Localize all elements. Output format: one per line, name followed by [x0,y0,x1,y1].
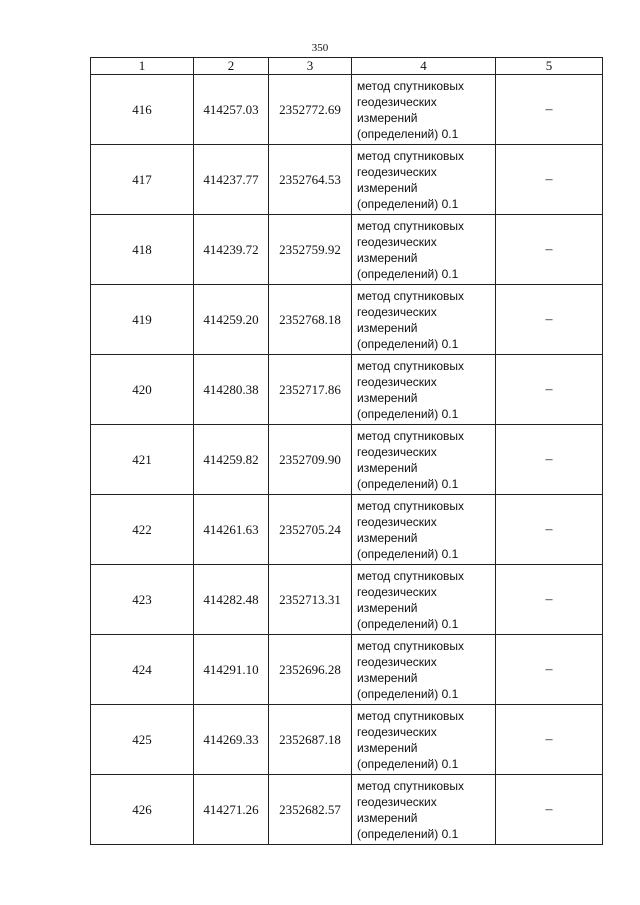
note-cell: – [496,705,603,775]
table-row [91,75,603,145]
method-cell: метод спутниковых геодезических измерений (определений) 0.1 [352,145,496,215]
y-coordinate-cell: 2352696.28 [269,635,352,705]
method-cell: метод спутниковых геодезических измерений (определений) 0.1 [352,495,496,565]
header-col-4: 4 [352,58,496,75]
table-row [91,705,603,775]
table-body [91,75,603,845]
page-number: 350 [311,42,329,54]
point-number-cell: 424 [91,635,194,705]
table-row [91,145,603,215]
table-row [91,355,603,425]
method-cell: метод спутниковых геодезических измерений (определений) 0.1 [352,705,496,775]
y-coordinate-cell: 2352772.69 [269,75,352,145]
point-number-cell: 418 [91,215,194,285]
x-coordinate-cell: 414257.03 [194,75,269,145]
point-number-cell: 423 [91,565,194,635]
note-cell: – [496,425,603,495]
y-coordinate-cell: 2352709.90 [269,425,352,495]
table-row [91,215,603,285]
method-cell: метод спутниковых геодезических измерений (определений) 0.1 [352,355,496,425]
note-cell: – [496,565,603,635]
table-row [91,425,603,495]
point-number-cell: 421 [91,425,194,495]
note-cell: – [496,215,603,285]
method-cell: метод спутниковых геодезических измерений (определений) 0.1 [352,75,496,145]
table-row [91,495,603,565]
y-coordinate-cell: 2352764.53 [269,145,352,215]
y-coordinate-cell: 2352682.57 [269,775,352,845]
point-number-cell: 416 [91,75,194,145]
point-number-cell: 419 [91,285,194,355]
y-coordinate-cell: 2352713.31 [269,565,352,635]
note-cell: – [496,495,603,565]
table-row [91,635,603,705]
x-coordinate-cell: 414282.48 [194,565,269,635]
x-coordinate-cell: 414259.20 [194,285,269,355]
y-coordinate-cell: 2352705.24 [269,495,352,565]
x-coordinate-cell: 414239.72 [194,215,269,285]
x-coordinate-cell: 414261.63 [194,495,269,565]
method-cell: метод спутниковых геодезических измерений (определений) 0.1 [352,775,496,845]
method-cell: метод спутниковых геодезических измерений (определений) 0.1 [352,425,496,495]
note-cell: – [496,355,603,425]
x-coordinate-cell: 414291.10 [194,635,269,705]
method-cell: метод спутниковых геодезических измерений (определений) 0.1 [352,635,496,705]
note-cell: – [496,285,603,355]
header-col-2: 2 [194,58,269,75]
y-coordinate-cell: 2352687.18 [269,705,352,775]
table-header-row [91,58,603,75]
point-number-cell: 420 [91,355,194,425]
table-row [91,565,603,635]
note-cell: – [496,75,603,145]
note-cell: – [496,635,603,705]
x-coordinate-cell: 414269.33 [194,705,269,775]
y-coordinate-cell: 2352717.86 [269,355,352,425]
header-col-3: 3 [269,58,352,75]
note-cell: – [496,145,603,215]
method-cell: метод спутниковых геодезических измерений (определений) 0.1 [352,215,496,285]
method-cell: метод спутниковых геодезических измерений (определений) 0.1 [352,565,496,635]
point-number-cell: 422 [91,495,194,565]
table-row [91,775,603,845]
note-cell: – [496,775,603,845]
x-coordinate-cell: 414237.77 [194,145,269,215]
x-coordinate-cell: 414280.38 [194,355,269,425]
header-col-1: 1 [91,58,194,75]
table-row [91,285,603,355]
point-number-cell: 425 [91,705,194,775]
coordinates-table [90,57,603,845]
y-coordinate-cell: 2352768.18 [269,285,352,355]
x-coordinate-cell: 414271.26 [194,775,269,845]
header-col-5: 5 [496,58,603,75]
method-cell: метод спутниковых геодезических измерений (определений) 0.1 [352,285,496,355]
point-number-cell: 417 [91,145,194,215]
y-coordinate-cell: 2352759.92 [269,215,352,285]
point-number-cell: 426 [91,775,194,845]
x-coordinate-cell: 414259.82 [194,425,269,495]
